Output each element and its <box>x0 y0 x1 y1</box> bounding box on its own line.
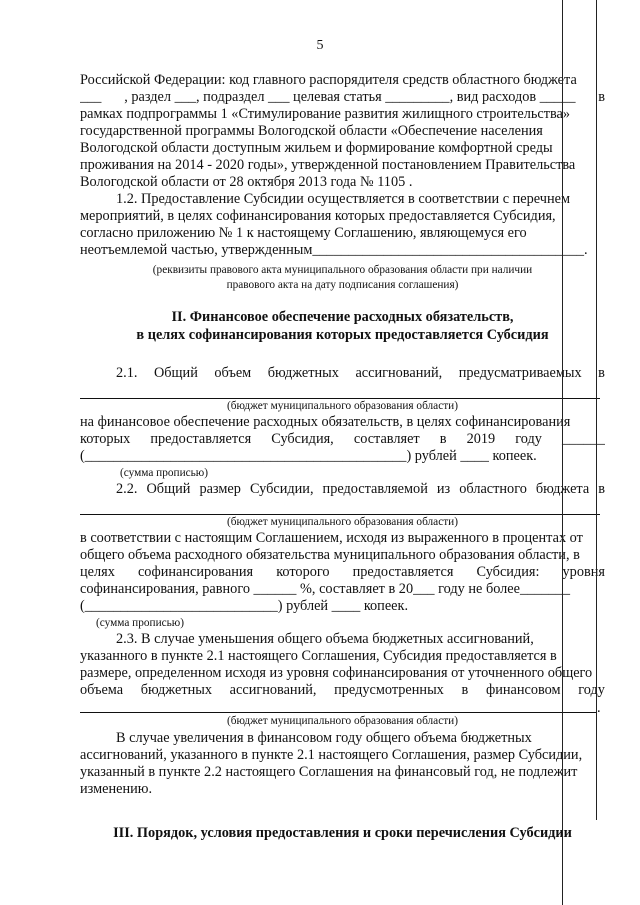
word: уровня <box>562 564 605 580</box>
scan-line-left <box>562 0 563 905</box>
word: финансовом <box>485 682 561 698</box>
budget-caption-1: (бюджет муниципального образования области) <box>227 400 458 412</box>
paragraph-2-2-line-3: общего объема расходного обязательства муниципального образования области, в <box>80 547 580 563</box>
paragraph-1-line: 1.2. Предоставление Субсидии осуществляется в соответствии с перечнем <box>116 191 570 207</box>
paragraph-2-1-line-2: на финансовое обеспечение расходных обязательств, в целях софинансирования <box>80 414 571 430</box>
word: Общий <box>153 365 198 381</box>
word: областного <box>459 481 527 497</box>
paragraph-1-line: рамках подпрограммы 1 «Стимулирование развития жилищного строительства» <box>80 106 571 122</box>
paragraph-1-line: Вологодской области от 28 октября 2013 года № 1105 . <box>80 174 413 190</box>
word: году <box>578 682 605 698</box>
paragraph-2-2-line-5: софинансирования, равного ______ %, составляет в 20___ году не более_______ <box>80 581 571 597</box>
paragraph-2-2-line-4 <box>80 564 605 581</box>
paragraph-1-line: Вологодской области доступным жильем и формирование комфортной среды <box>80 140 553 156</box>
sum-caption-2: (сумма прописью) <box>96 617 184 629</box>
word: Субсидия: <box>476 564 540 580</box>
budget-caption-2: (бюджет муниципального образования области) <box>227 516 458 528</box>
paragraph-2-3-line-4 <box>80 682 605 699</box>
word: предоставляется <box>150 431 252 447</box>
paragraph-1-line: проживания на 2014 - 2020 годы», утвержденной постановлением Правительства <box>80 157 576 173</box>
paragraph-2-3-line-1: 2.3. В случае уменьшения общего объема бюджетных ассигнований, <box>116 631 534 647</box>
word: в <box>461 682 469 698</box>
word: предусматриваемых <box>458 365 582 381</box>
line-segment: в <box>598 89 605 105</box>
paragraph-2-3-line-3: размере, определенном исходя из уровня софинансирования от уточненного общего <box>80 665 593 681</box>
word: бюджетных <box>140 682 212 698</box>
word: объем <box>214 365 252 381</box>
paragraph-2-2-line-1 <box>116 481 605 498</box>
word: объема <box>80 682 124 698</box>
word: которого <box>276 564 330 580</box>
paragraph-2-1-line-4: (_____________________________________________) рублей ____ копеек. <box>80 448 537 464</box>
caption-legal-act-2: правового акта на дату подписания соглашения) <box>226 279 459 291</box>
word: ассигнований, <box>229 682 317 698</box>
word: Субсидия, <box>271 431 334 447</box>
word: ассигнований, <box>355 365 443 381</box>
word: предусмотренных <box>334 682 444 698</box>
word: 2.1. <box>116 365 138 381</box>
word: Общий <box>146 481 191 497</box>
scan-line-right <box>596 0 597 820</box>
word: предоставляется <box>352 564 454 580</box>
paragraph-1-line: мероприятий, в целях софинансирования которых предоставляется Субсидия, <box>80 208 556 224</box>
paragraph-increase-line-1: В случае увеличения в финансовом году общего объема бюджетных <box>116 730 532 746</box>
paragraph-2-2-line-2: в соответствии с настоящим Соглашением, исходя из выраженного в процентах от <box>80 530 583 546</box>
sum-caption-1: (сумма прописью) <box>120 467 208 479</box>
paragraph-1-line: неотъемлемой частью, утвержденным______________________________________. <box>80 242 588 258</box>
word: предоставляемой <box>322 481 428 497</box>
paragraph-2-2-line-6: (___________________________) рублей ____ копеек. <box>80 598 409 614</box>
paragraph-1-line <box>80 89 605 106</box>
word: в <box>598 365 605 381</box>
paragraph-1-line: согласно приложению № 1 к настоящему Соглашению, являющемуся его <box>80 225 527 241</box>
word: Субсидии, <box>249 481 314 497</box>
word: бюджетных <box>267 365 339 381</box>
section-3-title: III. Порядок, условия предоставления и сроки перечисления Субсидии <box>113 825 572 841</box>
line-segment: ___ <box>80 89 102 105</box>
word: в <box>598 481 605 497</box>
word: в <box>439 431 447 447</box>
word: целях <box>80 564 115 580</box>
word: 2019 <box>466 431 496 447</box>
page-number: 5 <box>316 38 324 53</box>
paragraph-increase-line-3: указанный в пункте 2.2 настоящего Соглашения на финансовый год, не подлежит <box>80 764 578 780</box>
paragraph-increase-line-2: ассигнований, указанного в пункте 2.1 настоящего Соглашения, размер Субсидии, <box>80 747 583 763</box>
paragraph-1-line: Российской Федерации: код главного распорядителя средств областного бюджета <box>80 72 577 88</box>
paragraph-2-3-line-2: указанного в пункте 2.1 настоящего Соглашения, Субсидия предоставляется в <box>80 648 557 664</box>
caption-legal-act-1: (реквизиты правового акта муниципального образования области при наличии <box>152 264 533 276</box>
line-segment: , раздел ___, подраздел ___ целевая статья _________, вид расходов _____ <box>124 89 576 105</box>
paragraph-increase-line-4: изменению. <box>80 781 153 797</box>
word: ______ <box>562 431 605 447</box>
word: софинансирования <box>137 564 254 580</box>
word: размер <box>199 481 241 497</box>
paragraph-2-1-line-3 <box>80 431 605 448</box>
word: 2.2. <box>116 481 138 497</box>
section-2-title-line-2: в целях софинансирования которых предоставляется Субсидия <box>136 327 549 343</box>
word: составляет <box>353 431 420 447</box>
word: которых <box>80 431 131 447</box>
section-2-title-line-1: II. Финансовое обеспечение расходных обязательств, <box>171 309 514 325</box>
word: из <box>436 481 451 497</box>
word: году <box>515 431 542 447</box>
word: бюджета <box>535 481 590 497</box>
budget-caption-3: (бюджет муниципального образования области) <box>227 715 458 727</box>
paragraph-2-1-line-1 <box>116 365 605 382</box>
paragraph-1-line: государственной программы Вологодской области «Обеспечение населения <box>80 123 543 139</box>
underline-end-dot: . <box>597 700 601 716</box>
